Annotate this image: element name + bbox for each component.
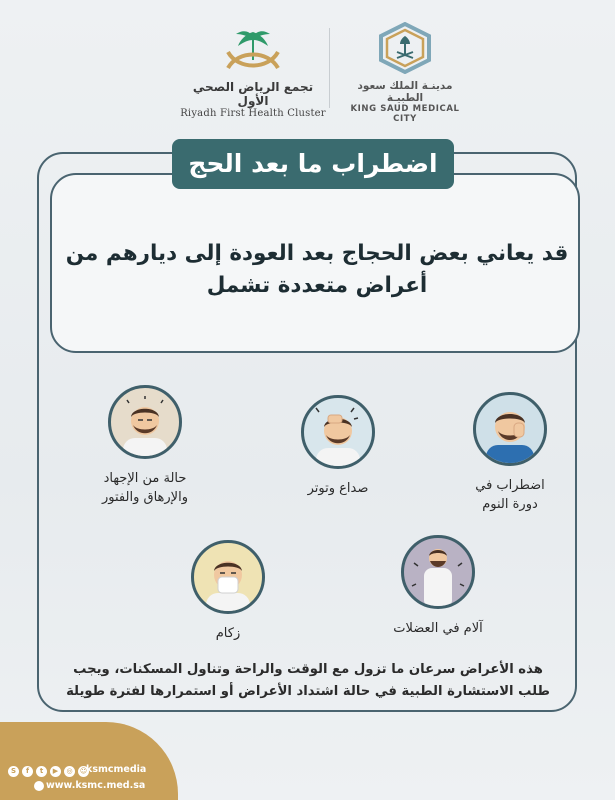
cluster-name-en: Riyadh First Health Cluster bbox=[180, 108, 326, 119]
facebook-icon[interactable]: f bbox=[22, 766, 33, 777]
snapchat-icon[interactable]: S bbox=[8, 766, 19, 777]
hexagon-emblem-icon bbox=[375, 22, 435, 74]
city-name-ar: مدينـة الملك سعود الطبيـة bbox=[357, 80, 453, 104]
symptom-label: اضطراب في دورة النوم bbox=[475, 478, 545, 512]
symptom-headache bbox=[283, 395, 393, 498]
header-divider bbox=[329, 28, 330, 108]
cluster-name-ar: تجمع الرياض الصحي الأول bbox=[192, 80, 314, 108]
headache-man-icon bbox=[301, 395, 375, 469]
website-link[interactable]: www.ksmc.med.sa bbox=[46, 780, 146, 791]
exhausted-man-icon bbox=[108, 385, 182, 459]
palm-swords-icon bbox=[208, 28, 298, 74]
footer-note: هذه الأعراض سرعان ما تزول مع الوقت والراحة وتناول المسكنات، ويجب طلب الاستشارة الطبية في حالة اشتداد الأعراض أو استمرارها لفترة طويلة bbox=[66, 662, 550, 699]
symptom-exhaustion bbox=[80, 385, 210, 507]
social-icons bbox=[8, 766, 89, 777]
riyadh-cluster-logo bbox=[178, 28, 328, 119]
globe-icon bbox=[34, 781, 44, 791]
symptom-sleep-disorder bbox=[455, 392, 565, 514]
symptom-label: آلام في العضلات bbox=[393, 621, 483, 636]
symptom-label: صداع وتوتر bbox=[307, 481, 369, 496]
twitter-icon[interactable]: t bbox=[36, 766, 47, 777]
symptom-label: حالة من الإجهاد والإرهاق والفتور bbox=[102, 471, 188, 505]
muscle-pain-man-icon bbox=[401, 535, 475, 609]
instagram-icon[interactable]: ◎ bbox=[64, 766, 75, 777]
social-handle[interactable]: ksmcmedia bbox=[86, 764, 147, 775]
youtube-icon[interactable]: ▶ bbox=[50, 766, 61, 777]
city-name-en: KING SAUD MEDICAL CITY bbox=[350, 104, 460, 124]
symptom-label: زكام bbox=[215, 626, 241, 641]
sneezing-man-icon bbox=[191, 540, 265, 614]
intro-text: قد يعاني بعض الحجاج بعد العودة إلى ديارهم من أعراض متعددة تشمل bbox=[65, 241, 569, 298]
tired-man-icon bbox=[473, 392, 547, 466]
symptom-cold bbox=[173, 540, 283, 643]
ghost-icon[interactable]: ☺ bbox=[79, 767, 88, 775]
symptom-muscle-pain bbox=[383, 535, 493, 638]
page-title: اضطراب ما بعد الحج bbox=[172, 139, 454, 189]
ksmc-logo bbox=[340, 22, 470, 124]
